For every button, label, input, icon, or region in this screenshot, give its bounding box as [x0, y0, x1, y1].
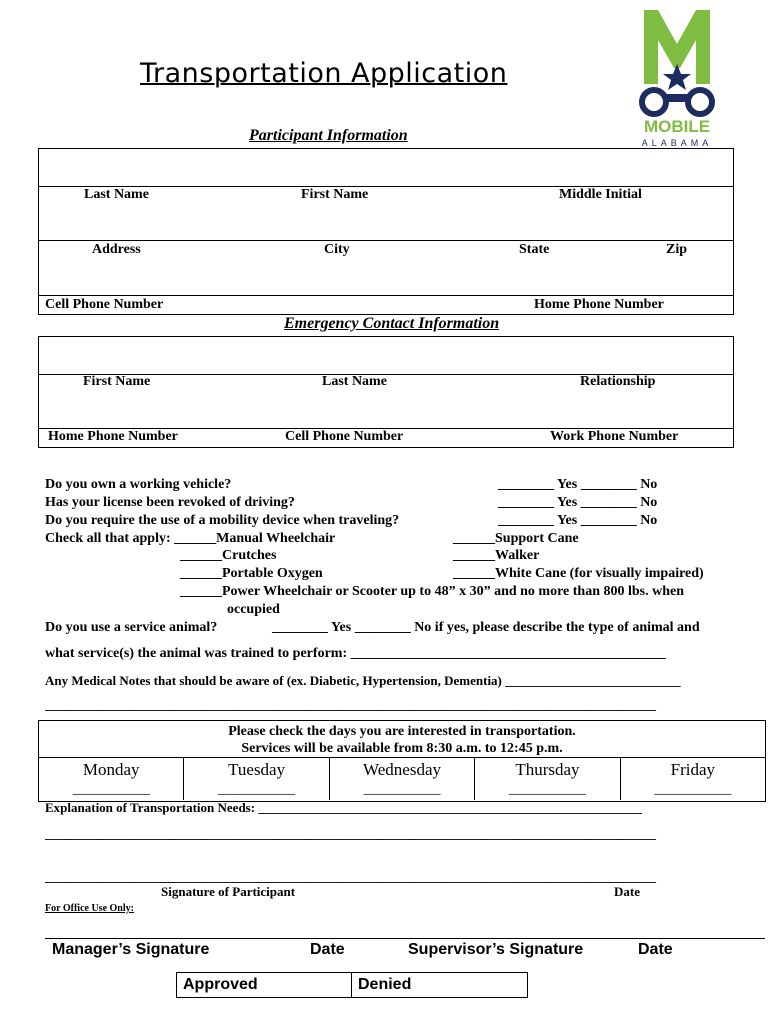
- home-phone-label: Home Phone Number: [534, 297, 664, 312]
- explanation-field[interactable]: Explanation of Transportation Needs: ___________________________________________________________: [45, 800, 642, 815]
- approval-table: [176, 972, 528, 998]
- cell-phone-label: Cell Phone Number: [45, 297, 164, 312]
- state-label: State: [519, 242, 550, 257]
- city-label: City: [324, 242, 350, 257]
- emergency-table: [38, 336, 734, 448]
- address-label: Address: [92, 242, 141, 257]
- emergency-last-name-label: Last Name: [322, 374, 387, 389]
- vehicle-question: Do you own a working vehicle?: [45, 477, 232, 492]
- license-yes-no[interactable]: ________ Yes ________ No: [498, 495, 658, 510]
- emergency-phone-field[interactable]: [39, 391, 733, 429]
- zip-label: Zip: [666, 242, 688, 257]
- first-name-label: First Name: [301, 187, 369, 202]
- day-monday[interactable]: Monday ___________: [39, 758, 184, 800]
- denied-cell[interactable]: Denied: [358, 976, 412, 993]
- logo-subtitle: ALABAMA: [641, 138, 713, 148]
- supervisor-date-label: Date: [638, 941, 673, 958]
- last-name-label: Last Name: [84, 187, 149, 202]
- explanation-line-2[interactable]: ______________________________________________________________________________________________: [45, 826, 656, 841]
- service-animal-question: Do you use a service animal?: [45, 620, 218, 635]
- service-animal-yes-no[interactable]: ________ Yes ________ No if yes, please describe the type of animal and: [272, 620, 700, 635]
- work-phone-label: Work Phone Number: [550, 429, 679, 444]
- manager-date-label: Date: [310, 941, 345, 958]
- power-wheelchair-continued: occupied: [227, 602, 280, 617]
- day-wednesday[interactable]: Wednesday ___________: [330, 758, 475, 800]
- participant-table: [38, 148, 734, 315]
- signature-label: Signature of Participant: [161, 884, 296, 899]
- participant-heading: Participant Information: [249, 127, 408, 144]
- logo-name: MOBILE: [643, 117, 711, 136]
- address-field[interactable]: [39, 203, 733, 241]
- medical-notes-line[interactable]: ______________________________________________________________________________________________: [45, 697, 656, 712]
- license-question: Has your license been revoked of driving?: [45, 495, 295, 510]
- last-name-field[interactable]: [39, 149, 733, 187]
- check-support-cane[interactable]: ______Support Cane: [453, 531, 579, 546]
- vehicle-yes-no[interactable]: ________ Yes ________ No: [498, 477, 658, 492]
- day-tuesday[interactable]: Tuesday ___________: [184, 758, 329, 800]
- middle-initial-label: Middle Initial: [559, 187, 642, 202]
- day-friday[interactable]: Friday ___________: [654, 760, 732, 797]
- emergency-heading: Emergency Contact Information: [284, 315, 500, 332]
- phone-field[interactable]: [39, 258, 733, 296]
- medical-notes[interactable]: Any Medical Notes that should be aware of (ex. Diabetic, Hypertension, Dementia) ___________________________: [45, 673, 681, 688]
- signature-line[interactable]: ______________________________________________________________________________________________: [45, 869, 656, 884]
- mobile-alabama-logo: [636, 6, 718, 151]
- supervisor-signature-label: Supervisor’s Signature: [408, 941, 584, 958]
- relationship-label: Relationship: [580, 374, 656, 389]
- manager-signature-label: Manager’s Signature: [52, 941, 210, 958]
- check-white-cane[interactable]: ______White Cane (for visually impaired): [453, 566, 704, 581]
- emergency-first-name-label: First Name: [83, 374, 151, 389]
- check-walker[interactable]: ______Walker: [453, 548, 540, 563]
- emergency-name-field[interactable]: [39, 337, 733, 375]
- mobility-yes-no[interactable]: ________ Yes ________ No: [498, 513, 658, 528]
- page-title: Transportation Application: [140, 58, 508, 89]
- check-manual-wheelchair[interactable]: Check all that apply: ______Manual Wheelchair: [45, 531, 336, 546]
- check-crutches[interactable]: ______Crutches: [180, 548, 277, 563]
- office-divider: [45, 938, 765, 939]
- schedule-table: [38, 720, 766, 802]
- day-thursday[interactable]: Thursday ___________: [475, 758, 620, 800]
- schedule-instruction: Please check the days you are interested in transportation.: [228, 724, 576, 739]
- approved-cell[interactable]: Approved: [177, 973, 352, 997]
- signature-date-label: Date: [614, 884, 640, 899]
- office-use-label: For Office Use Only:: [45, 903, 134, 914]
- emergency-cell-phone-label: Cell Phone Number: [285, 429, 404, 444]
- schedule-hours: Services will be available from 8:30 a.m. to 12:45 p.m.: [241, 741, 563, 756]
- service-animal-description[interactable]: what service(s) the animal was trained to perform: _____________________________________________: [45, 646, 666, 661]
- check-portable-oxygen[interactable]: ______Portable Oxygen: [180, 566, 323, 581]
- check-power-wheelchair[interactable]: ______Power Wheelchair or Scooter up to 48” x 30” and no more than 800 lbs. when: [180, 584, 685, 599]
- emergency-home-phone-label: Home Phone Number: [48, 429, 178, 444]
- mobility-question: Do you require the use of a mobility device when traveling?: [45, 513, 400, 528]
